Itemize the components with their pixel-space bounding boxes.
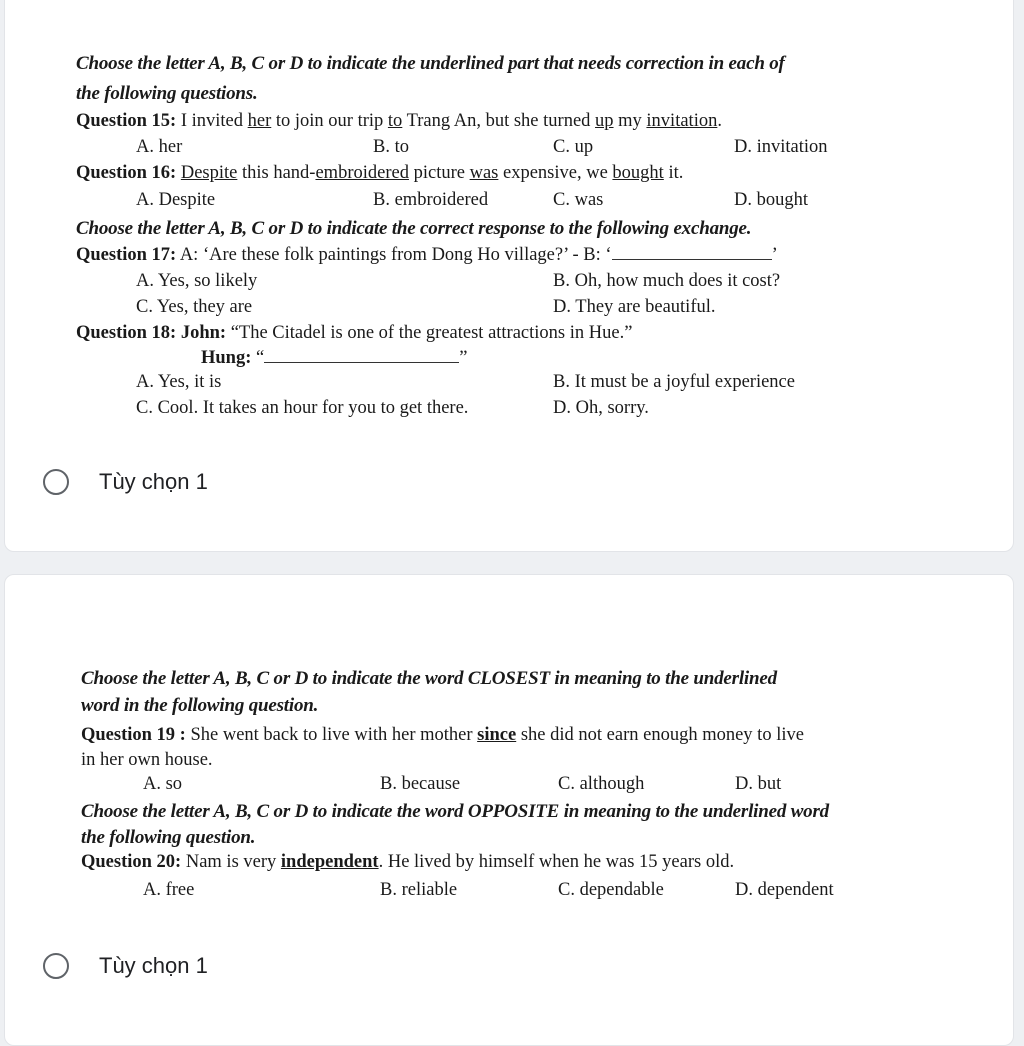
option-b: B. It must be a joyful experience (553, 372, 795, 392)
option-c: C. up (553, 137, 594, 157)
question-label: Question 18: John: (76, 323, 227, 343)
option-a: A. Yes, so likely (136, 271, 258, 291)
question-text: to join our trip (271, 111, 388, 131)
question-15 (76, 111, 722, 132)
option-b: B. because (380, 774, 461, 794)
underlined-word: since (477, 725, 517, 745)
question-label: Question 16: (76, 163, 177, 183)
question-text: Nam is very (181, 852, 281, 872)
option-a: A. so (143, 774, 183, 794)
option-d: D. invitation (734, 137, 828, 157)
answer-blank (612, 245, 772, 260)
question-text: A: ‘Are these folk paintings from Dong Ho village?’ - B: ‘ (176, 245, 612, 265)
option-b: B. to (373, 137, 409, 157)
question-label: Question 15: (76, 111, 177, 131)
underlined-word: bought (612, 163, 664, 183)
choice-option-1[interactable] (43, 469, 208, 495)
choice-label: Tùy chọn 1 (99, 469, 208, 494)
question-text: it. (663, 163, 684, 183)
answer-blank (264, 348, 459, 363)
instruction-text: the following questions. (76, 83, 258, 104)
question-18 (76, 323, 632, 344)
question-text: ’ (771, 245, 778, 265)
option-c: C. Yes, they are (136, 297, 253, 317)
option-c: C. was (553, 190, 604, 210)
question-text: She went back to live with her mother (185, 725, 478, 745)
question-card-1 (4, 0, 1014, 552)
option-a: A. free (143, 880, 195, 900)
underlined-word: embroidered (315, 163, 409, 183)
option-d: D. dependent (735, 880, 834, 900)
instruction-text: Choose the letter A, B, C or D to indicate the correct response to the following exchange. (76, 218, 752, 239)
question-17 (76, 245, 778, 266)
question-16 (76, 163, 683, 184)
underlined-word: up (595, 111, 614, 131)
radio-button[interactable] (43, 953, 69, 979)
question-text: this hand- (237, 163, 316, 183)
question-label: Question 20: (81, 852, 182, 872)
option-b: B. Oh, how much does it cost? (553, 271, 781, 291)
question-text: “ (251, 348, 265, 368)
question-text: she did not earn enough money to live (516, 725, 804, 745)
question-text: my (613, 111, 647, 131)
option-b: B. reliable (380, 880, 458, 900)
question-20 (81, 852, 734, 873)
question-label: Question 19 : (81, 725, 186, 745)
instruction-text: Choose the letter A, B, C or D to indicate the word OPPOSITE in meaning to the underlined word (81, 801, 829, 822)
question-text: . He lived by himself when he was 15 years old. (378, 852, 735, 872)
underlined-word: Despite (180, 163, 238, 183)
underlined-word: her (247, 111, 272, 131)
speaker-label: Hung: (201, 348, 252, 368)
choice-label: Tùy chọn 1 (99, 953, 208, 978)
underlined-word: to (387, 111, 403, 131)
underlined-word: invitation (646, 111, 718, 131)
option-a: A. her (136, 137, 183, 157)
instruction-text: word in the following question. (81, 695, 319, 716)
question-19 (81, 725, 804, 746)
underlined-word: independent (280, 852, 379, 872)
option-c: C. dependable (558, 880, 664, 900)
question-text: ” (459, 348, 468, 368)
option-b: B. embroidered (373, 190, 489, 210)
radio-button[interactable] (43, 469, 69, 495)
question-card-2 (4, 574, 1014, 1046)
question-text: Trang An, but she turned (402, 111, 596, 131)
option-c: C. Cool. It takes an hour for you to get there. (136, 398, 469, 418)
option-d: D. Oh, sorry. (553, 398, 649, 418)
question-text: picture (408, 163, 470, 183)
instruction-text: Choose the letter A, B, C or D to indicate the underlined part that needs correction in each of (76, 53, 785, 74)
question-19-line2: in her own house. (81, 750, 213, 770)
question-label: Question 17: (76, 245, 177, 265)
choice-option-1[interactable] (43, 953, 208, 979)
question-18-response (201, 348, 467, 369)
underlined-word: was (469, 163, 499, 183)
question-text: expensive, we (498, 163, 613, 183)
question-text: . (717, 111, 722, 131)
option-d: D. They are beautiful. (553, 297, 716, 317)
instruction-text: Choose the letter A, B, C or D to indicate the word CLOSEST in meaning to the underlined (81, 668, 777, 689)
instruction-text: the following question. (81, 827, 256, 848)
question-text: I invited (176, 111, 248, 131)
option-d: D. but (735, 774, 782, 794)
option-d: D. bought (734, 190, 808, 210)
option-c: C. although (558, 774, 645, 794)
option-a: A. Yes, it is (136, 372, 222, 392)
question-text: “The Citadel is one of the greatest attractions in Hue.” (226, 323, 633, 343)
option-a: A. Despite (136, 190, 216, 210)
